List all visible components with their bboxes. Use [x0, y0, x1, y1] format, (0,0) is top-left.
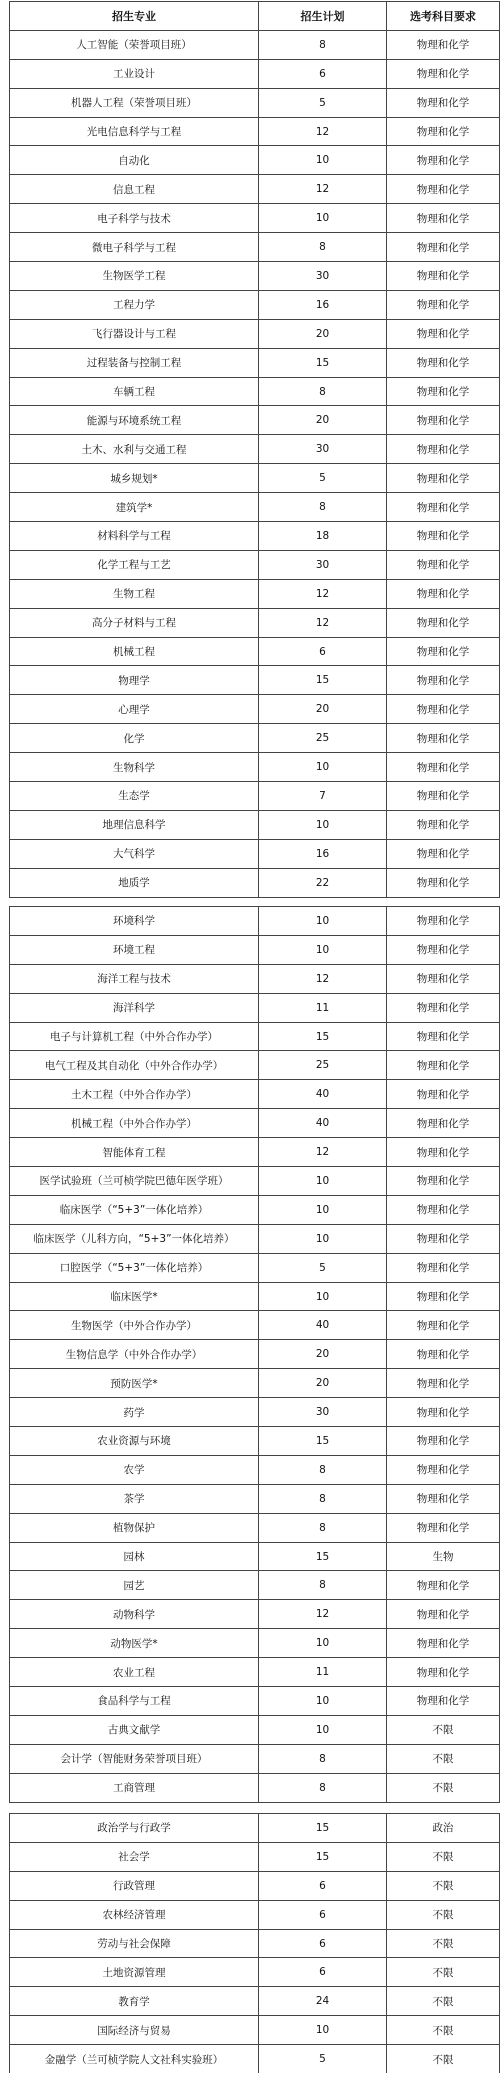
requirement-cell: 物理和化学 — [387, 348, 500, 377]
major-cell: 地质学 — [10, 868, 259, 897]
table-row — [10, 839, 500, 868]
major-cell: 海洋科学 — [10, 993, 259, 1022]
major-cell: 工程力学 — [10, 290, 259, 319]
major-cell: 食品科学与工程 — [10, 1687, 259, 1716]
table-row — [10, 88, 500, 117]
requirement-cell: 物理和化学 — [387, 782, 500, 811]
plan-cell: 10 — [259, 204, 387, 233]
table-row — [10, 1051, 500, 1080]
plan-cell: 5 — [259, 464, 387, 493]
plan-cell: 11 — [259, 1658, 387, 1687]
requirement-cell: 不限 — [387, 1987, 500, 2016]
major-cell: 农学 — [10, 1455, 259, 1484]
table-row — [10, 810, 500, 839]
requirement-cell: 物理和化学 — [387, 579, 500, 608]
requirement-cell: 物理和化学 — [387, 262, 500, 291]
table-row — [10, 1814, 500, 1843]
plan-cell: 8 — [259, 1455, 387, 1484]
table-row — [10, 1773, 500, 1802]
major-cell: 机械工程（中外合作办学） — [10, 1109, 259, 1138]
major-cell: 工业设计 — [10, 59, 259, 88]
requirement-cell: 物理和化学 — [387, 608, 500, 637]
major-cell: 生物信息学（中外合作办学） — [10, 1340, 259, 1369]
table-row — [10, 695, 500, 724]
header-major: 招生专业 — [10, 2, 259, 31]
major-cell: 光电信息科学与工程 — [10, 117, 259, 146]
requirement-cell: 物理和化学 — [387, 233, 500, 262]
plan-cell: 6 — [259, 637, 387, 666]
requirement-cell: 物理和化学 — [387, 1571, 500, 1600]
table-row — [10, 406, 500, 435]
major-cell: 自动化 — [10, 146, 259, 175]
plan-cell: 15 — [259, 1842, 387, 1871]
table-row — [10, 1109, 500, 1138]
major-cell: 园艺 — [10, 1571, 259, 1600]
major-cell: 医学试验班（兰可桢学院巴德年医学班） — [10, 1167, 259, 1196]
table-row — [10, 146, 500, 175]
requirement-cell: 政治 — [387, 1814, 500, 1843]
major-cell: 过程装备与控制工程 — [10, 348, 259, 377]
plan-cell: 10 — [259, 1715, 387, 1744]
plan-cell: 30 — [259, 435, 387, 464]
major-cell: 环境科学 — [10, 907, 259, 936]
plan-cell: 16 — [259, 290, 387, 319]
table-row — [10, 1427, 500, 1456]
plan-cell: 20 — [259, 319, 387, 348]
major-cell: 电子与计算机工程（中外合作办学） — [10, 1022, 259, 1051]
requirement-cell: 物理和化学 — [387, 993, 500, 1022]
table-row — [10, 493, 500, 522]
requirement-cell: 物理和化学 — [387, 1600, 500, 1629]
major-cell: 行政管理 — [10, 1871, 259, 1900]
admissions-table-part-1 — [9, 1, 500, 898]
requirement-cell: 物理和化学 — [387, 204, 500, 233]
requirement-cell: 物理和化学 — [387, 1080, 500, 1109]
requirement-cell: 物理和化学 — [387, 839, 500, 868]
table-row — [10, 782, 500, 811]
plan-cell: 8 — [259, 233, 387, 262]
table-row — [10, 753, 500, 782]
table-row — [10, 1900, 500, 1929]
major-cell: 城乡规划* — [10, 464, 259, 493]
requirement-cell: 物理和化学 — [387, 907, 500, 936]
plan-cell: 30 — [259, 1398, 387, 1427]
plan-cell: 8 — [259, 1773, 387, 1802]
requirement-cell: 物理和化学 — [387, 935, 500, 964]
requirement-cell: 物理和化学 — [387, 30, 500, 59]
major-cell: 园林 — [10, 1542, 259, 1571]
table-row — [10, 1571, 500, 1600]
major-cell: 信息工程 — [10, 175, 259, 204]
table-row — [10, 522, 500, 551]
requirement-cell: 物理和化学 — [387, 377, 500, 406]
requirement-cell: 物理和化学 — [387, 464, 500, 493]
requirement-cell: 物理和化学 — [387, 1282, 500, 1311]
requirement-cell: 物理和化学 — [387, 1658, 500, 1687]
major-cell: 临床医学（“5+3”一体化培养） — [10, 1195, 259, 1224]
major-cell: 海洋工程与技术 — [10, 964, 259, 993]
plan-cell: 10 — [259, 1282, 387, 1311]
table-row — [10, 1080, 500, 1109]
major-cell: 药学 — [10, 1398, 259, 1427]
table-row — [10, 1224, 500, 1253]
table-row — [10, 1253, 500, 1282]
plan-cell: 6 — [259, 1929, 387, 1958]
major-cell: 地理信息科学 — [10, 810, 259, 839]
plan-cell: 7 — [259, 782, 387, 811]
major-cell: 高分子材料与工程 — [10, 608, 259, 637]
table-row — [10, 377, 500, 406]
plan-cell: 20 — [259, 406, 387, 435]
requirement-cell: 物理和化学 — [387, 522, 500, 551]
major-cell: 土地资源管理 — [10, 1958, 259, 1987]
requirement-cell: 物理和化学 — [387, 810, 500, 839]
admissions-table-part-2 — [9, 906, 500, 1803]
table-row — [10, 1929, 500, 1958]
requirement-cell: 物理和化学 — [387, 964, 500, 993]
requirement-cell: 物理和化学 — [387, 406, 500, 435]
major-cell: 临床医学（儿科方向，“5+3”一体化培养） — [10, 1224, 259, 1253]
plan-cell: 20 — [259, 1340, 387, 1369]
requirement-cell: 不限 — [387, 1715, 500, 1744]
plan-cell: 5 — [259, 2045, 387, 2073]
table-row — [10, 637, 500, 666]
table-row — [10, 1715, 500, 1744]
plan-cell: 30 — [259, 550, 387, 579]
plan-cell: 12 — [259, 964, 387, 993]
requirement-cell: 物理和化学 — [387, 1109, 500, 1138]
plan-cell: 5 — [259, 1253, 387, 1282]
requirement-cell: 物理和化学 — [387, 724, 500, 753]
table-row — [10, 1744, 500, 1773]
major-cell: 生物科学 — [10, 753, 259, 782]
table-row — [10, 1871, 500, 1900]
major-cell: 能源与环境系统工程 — [10, 406, 259, 435]
requirement-cell: 物理和化学 — [387, 666, 500, 695]
major-cell: 预防医学* — [10, 1369, 259, 1398]
requirement-cell: 物理和化学 — [387, 1484, 500, 1513]
table-row — [10, 550, 500, 579]
requirement-cell: 物理和化学 — [387, 637, 500, 666]
plan-cell: 12 — [259, 1138, 387, 1167]
major-cell: 车辆工程 — [10, 377, 259, 406]
table-row — [10, 290, 500, 319]
major-cell: 口腔医学（“5+3”一体化培养） — [10, 1253, 259, 1282]
major-cell: 环境工程 — [10, 935, 259, 964]
plan-cell: 10 — [259, 1687, 387, 1716]
requirement-cell: 生物 — [387, 1542, 500, 1571]
plan-cell: 12 — [259, 175, 387, 204]
major-cell: 生物医学工程 — [10, 262, 259, 291]
table-row — [10, 464, 500, 493]
table-row — [10, 1629, 500, 1658]
major-cell: 劳动与社会保障 — [10, 1929, 259, 1958]
major-cell: 生物工程 — [10, 579, 259, 608]
table-row — [10, 1687, 500, 1716]
major-cell: 动物科学 — [10, 1600, 259, 1629]
requirement-cell: 不限 — [387, 2016, 500, 2045]
requirement-cell: 物理和化学 — [387, 1022, 500, 1051]
table-row — [10, 1658, 500, 1687]
requirement-cell: 物理和化学 — [387, 1427, 500, 1456]
major-cell: 临床医学* — [10, 1282, 259, 1311]
table-row — [10, 1195, 500, 1224]
major-cell: 飞行器设计与工程 — [10, 319, 259, 348]
major-cell: 电子科学与技术 — [10, 204, 259, 233]
plan-cell: 10 — [259, 146, 387, 175]
major-cell: 农业资源与环境 — [10, 1427, 259, 1456]
requirement-cell: 物理和化学 — [387, 868, 500, 897]
table-row — [10, 935, 500, 964]
requirement-cell: 物理和化学 — [387, 1253, 500, 1282]
requirement-cell: 物理和化学 — [387, 1167, 500, 1196]
plan-cell: 12 — [259, 1600, 387, 1629]
plan-cell: 22 — [259, 868, 387, 897]
plan-cell: 30 — [259, 262, 387, 291]
major-cell: 微电子科学与工程 — [10, 233, 259, 262]
major-cell: 物理学 — [10, 666, 259, 695]
requirement-cell: 物理和化学 — [387, 117, 500, 146]
major-cell: 生物医学（中外合作办学） — [10, 1311, 259, 1340]
major-cell: 政治学与行政学 — [10, 1814, 259, 1843]
requirement-cell: 不限 — [387, 1958, 500, 1987]
major-cell: 农林经济管理 — [10, 1900, 259, 1929]
table-row — [10, 319, 500, 348]
major-cell: 古典文献学 — [10, 1715, 259, 1744]
table-row — [10, 964, 500, 993]
plan-cell: 10 — [259, 907, 387, 936]
major-cell: 大气科学 — [10, 839, 259, 868]
header-requirement: 选考科目要求 — [387, 2, 500, 31]
plan-cell: 11 — [259, 993, 387, 1022]
table-row — [10, 993, 500, 1022]
table-row — [10, 30, 500, 59]
requirement-cell: 不限 — [387, 1773, 500, 1802]
plan-cell: 8 — [259, 1484, 387, 1513]
major-cell: 动物医学* — [10, 1629, 259, 1658]
table-row — [10, 59, 500, 88]
requirement-cell: 物理和化学 — [387, 1224, 500, 1253]
table-row — [10, 204, 500, 233]
major-cell: 土木、水利与交通工程 — [10, 435, 259, 464]
requirement-cell: 物理和化学 — [387, 175, 500, 204]
table-row — [10, 1987, 500, 2016]
major-cell: 植物保护 — [10, 1513, 259, 1542]
requirement-cell: 物理和化学 — [387, 1369, 500, 1398]
plan-cell: 8 — [259, 493, 387, 522]
requirement-cell: 物理和化学 — [387, 1340, 500, 1369]
major-cell: 电气工程及其自动化（中外合作办学） — [10, 1051, 259, 1080]
major-cell: 会计学（智能财务荣誉项目班） — [10, 1744, 259, 1773]
requirement-cell: 物理和化学 — [387, 435, 500, 464]
plan-cell: 15 — [259, 1427, 387, 1456]
plan-cell: 6 — [259, 1871, 387, 1900]
major-cell: 人工智能（荣誉项目班） — [10, 30, 259, 59]
table-row — [10, 868, 500, 897]
table-row — [10, 1282, 500, 1311]
plan-cell: 15 — [259, 1022, 387, 1051]
plan-cell: 20 — [259, 1369, 387, 1398]
table-row — [10, 1398, 500, 1427]
requirement-cell: 不限 — [387, 1929, 500, 1958]
table-row — [10, 1513, 500, 1542]
table-row — [10, 2045, 500, 2073]
table-row — [10, 579, 500, 608]
requirement-cell: 物理和化学 — [387, 1455, 500, 1484]
table-row — [10, 435, 500, 464]
table-header-row — [10, 2, 500, 31]
major-cell: 国际经济与贸易 — [10, 2016, 259, 2045]
requirement-cell: 不限 — [387, 1744, 500, 1773]
plan-cell: 10 — [259, 810, 387, 839]
requirement-cell: 不限 — [387, 1842, 500, 1871]
requirement-cell: 不限 — [387, 1900, 500, 1929]
plan-cell: 20 — [259, 695, 387, 724]
major-cell: 土木工程（中外合作办学） — [10, 1080, 259, 1109]
table-row — [10, 907, 500, 936]
requirement-cell: 物理和化学 — [387, 1195, 500, 1224]
requirement-cell: 物理和化学 — [387, 1687, 500, 1716]
requirement-cell: 物理和化学 — [387, 550, 500, 579]
major-cell: 社会学 — [10, 1842, 259, 1871]
table-row — [10, 262, 500, 291]
admissions-table-part-3 — [9, 1813, 500, 2073]
table-row — [10, 1484, 500, 1513]
plan-cell: 6 — [259, 1958, 387, 1987]
major-cell: 教育学 — [10, 1987, 259, 2016]
table-row — [10, 1455, 500, 1484]
plan-cell: 40 — [259, 1311, 387, 1340]
table-row — [10, 2016, 500, 2045]
table-row — [10, 1369, 500, 1398]
major-cell: 心理学 — [10, 695, 259, 724]
plan-cell: 8 — [259, 1571, 387, 1600]
plan-cell: 10 — [259, 753, 387, 782]
table-row — [10, 1340, 500, 1369]
plan-cell: 10 — [259, 1195, 387, 1224]
plan-cell: 24 — [259, 1987, 387, 2016]
table-row — [10, 1022, 500, 1051]
major-cell: 工商管理 — [10, 1773, 259, 1802]
major-cell: 化学工程与工艺 — [10, 550, 259, 579]
plan-cell: 25 — [259, 724, 387, 753]
requirement-cell: 物理和化学 — [387, 88, 500, 117]
requirement-cell: 物理和化学 — [387, 1051, 500, 1080]
table-row — [10, 1542, 500, 1571]
requirement-cell: 物理和化学 — [387, 319, 500, 348]
requirement-cell: 不限 — [387, 1871, 500, 1900]
plan-cell: 10 — [259, 1224, 387, 1253]
requirement-cell: 物理和化学 — [387, 59, 500, 88]
table-row — [10, 1842, 500, 1871]
header-plan: 招生计划 — [259, 2, 387, 31]
requirement-cell: 物理和化学 — [387, 1311, 500, 1340]
plan-cell: 40 — [259, 1080, 387, 1109]
requirement-cell: 物理和化学 — [387, 290, 500, 319]
table-row — [10, 666, 500, 695]
plan-cell: 25 — [259, 1051, 387, 1080]
major-cell: 机械工程 — [10, 637, 259, 666]
table-row — [10, 175, 500, 204]
table-row — [10, 1958, 500, 1987]
table-row — [10, 348, 500, 377]
plan-cell: 8 — [259, 1513, 387, 1542]
plan-cell: 8 — [259, 377, 387, 406]
plan-cell: 40 — [259, 1109, 387, 1138]
plan-cell: 12 — [259, 117, 387, 146]
requirement-cell: 物理和化学 — [387, 1398, 500, 1427]
table-row — [10, 608, 500, 637]
plan-cell: 10 — [259, 2016, 387, 2045]
table-row — [10, 233, 500, 262]
plan-cell: 15 — [259, 1814, 387, 1843]
plan-cell: 6 — [259, 1900, 387, 1929]
table-row — [10, 724, 500, 753]
plan-cell: 10 — [259, 1167, 387, 1196]
requirement-cell: 物理和化学 — [387, 1629, 500, 1658]
requirement-cell: 不限 — [387, 2045, 500, 2073]
major-cell: 建筑学* — [10, 493, 259, 522]
table-row — [10, 1600, 500, 1629]
major-cell: 化学 — [10, 724, 259, 753]
plan-cell: 16 — [259, 839, 387, 868]
requirement-cell: 物理和化学 — [387, 753, 500, 782]
requirement-cell: 物理和化学 — [387, 146, 500, 175]
major-cell: 茶学 — [10, 1484, 259, 1513]
major-cell: 智能体育工程 — [10, 1138, 259, 1167]
plan-cell: 10 — [259, 935, 387, 964]
plan-cell: 18 — [259, 522, 387, 551]
major-cell: 机器人工程（荣誉项目班） — [10, 88, 259, 117]
requirement-cell: 物理和化学 — [387, 695, 500, 724]
table-row — [10, 117, 500, 146]
major-cell: 金融学（兰可桢学院人文社科实验班） — [10, 2045, 259, 2073]
plan-cell: 8 — [259, 30, 387, 59]
requirement-cell: 物理和化学 — [387, 1513, 500, 1542]
table-row — [10, 1138, 500, 1167]
major-cell: 生态学 — [10, 782, 259, 811]
plan-cell: 15 — [259, 666, 387, 695]
plan-cell: 10 — [259, 1629, 387, 1658]
plan-cell: 8 — [259, 1744, 387, 1773]
major-cell: 材料科学与工程 — [10, 522, 259, 551]
table-row — [10, 1167, 500, 1196]
table-row — [10, 1311, 500, 1340]
major-cell: 农业工程 — [10, 1658, 259, 1687]
plan-cell: 5 — [259, 88, 387, 117]
requirement-cell: 物理和化学 — [387, 1138, 500, 1167]
plan-cell: 6 — [259, 59, 387, 88]
plan-cell: 15 — [259, 348, 387, 377]
plan-cell: 12 — [259, 579, 387, 608]
plan-cell: 12 — [259, 608, 387, 637]
requirement-cell: 物理和化学 — [387, 493, 500, 522]
plan-cell: 15 — [259, 1542, 387, 1571]
